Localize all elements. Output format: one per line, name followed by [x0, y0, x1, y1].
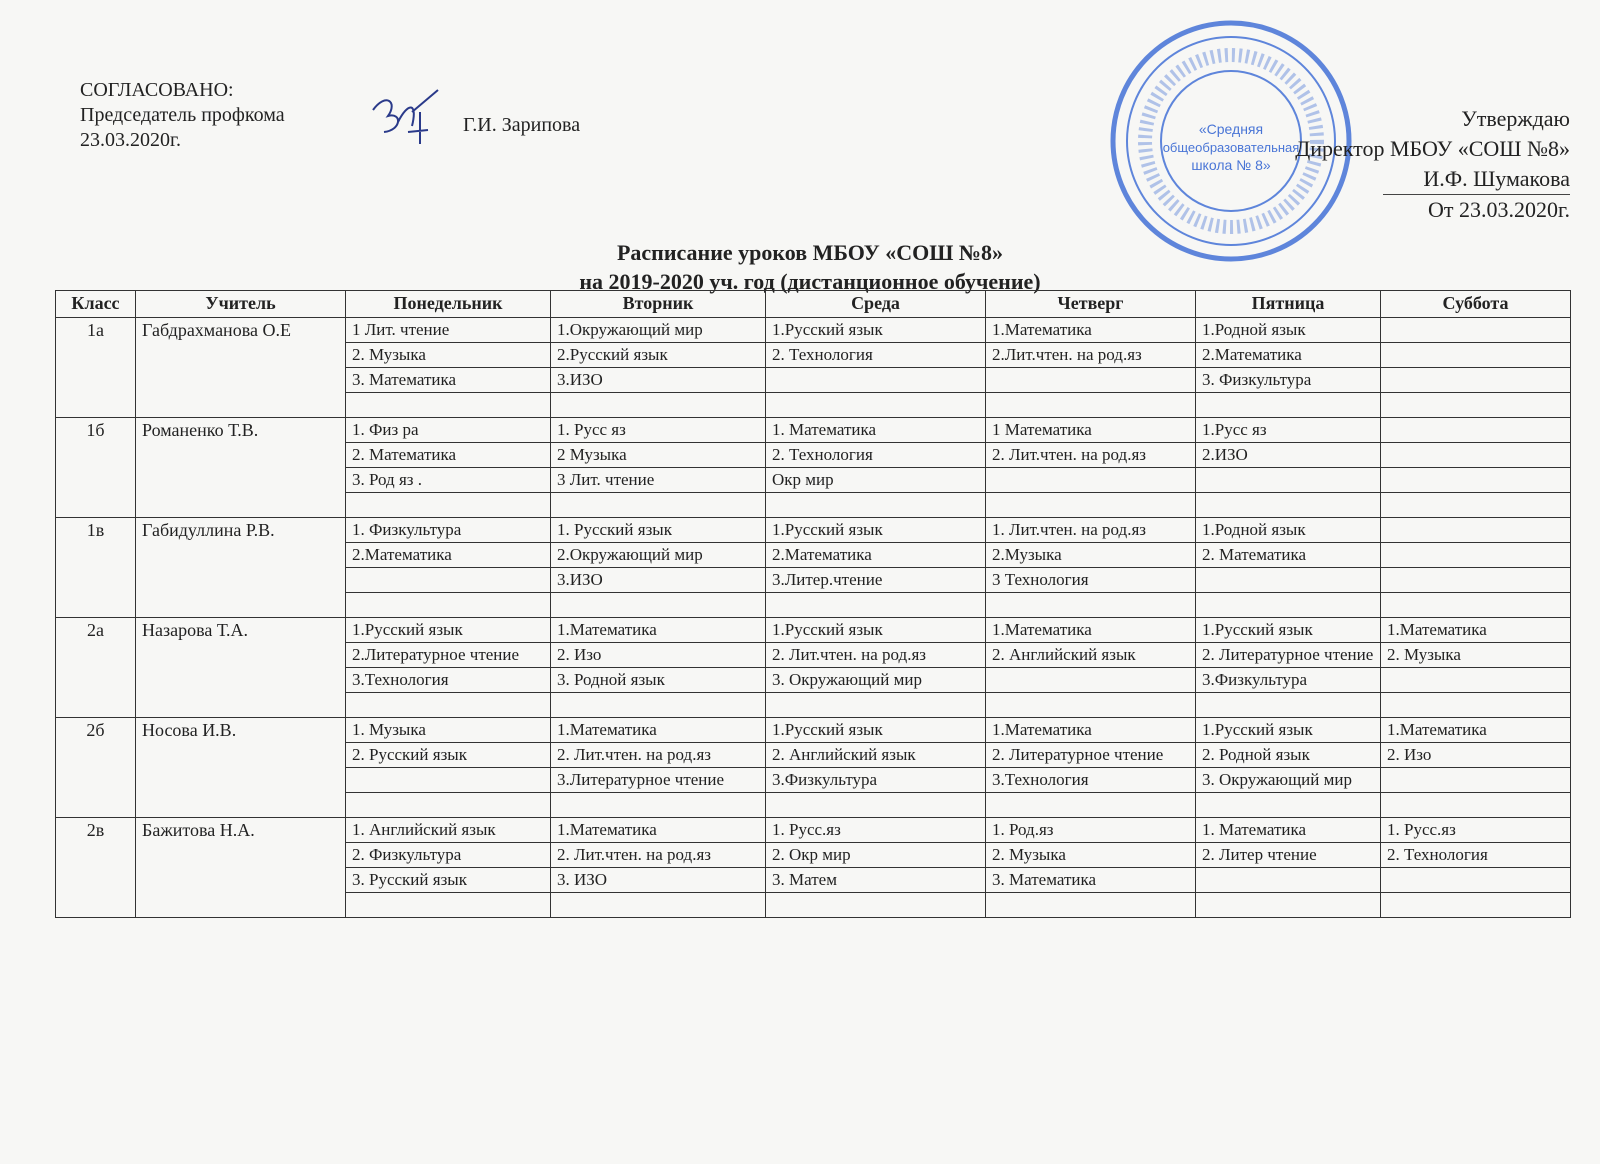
lesson-cell: 2.Окружающий мир [551, 543, 766, 568]
lesson-cell [1196, 593, 1381, 618]
lesson-cell: 3. Физкультура [1196, 368, 1381, 393]
lesson-cell: 1 Математика [986, 418, 1196, 443]
lesson-cell [1196, 493, 1381, 518]
approve-role: Директор МБОУ «СОШ №8» [1295, 136, 1570, 161]
teacher-cell: Габидуллина Р.В. [136, 518, 346, 618]
lesson-cell [766, 493, 986, 518]
svg-text:общеобразовательная: общеобразовательная [1162, 140, 1300, 155]
lesson-cell [1381, 518, 1571, 543]
lesson-cell: 3.Физкультура [766, 768, 986, 793]
class-cell: 1в [56, 518, 136, 618]
class-cell: 1б [56, 418, 136, 518]
lesson-cell: 2.Русский язык [551, 343, 766, 368]
lesson-cell: 2. Изо [551, 643, 766, 668]
table-row [56, 418, 1571, 443]
approve-block [1295, 104, 1570, 225]
lesson-cell: 1.Родной язык [1196, 318, 1381, 343]
lesson-cell [551, 393, 766, 418]
agreed-date: 23.03.2020г. [80, 129, 181, 151]
lesson-cell: 3. Русский язык [346, 868, 551, 893]
lesson-cell: 3. ИЗО [551, 868, 766, 893]
lesson-cell [346, 768, 551, 793]
lesson-cell [1381, 318, 1571, 343]
lesson-cell: 2 Музыка [551, 443, 766, 468]
class-cell: 2а [56, 618, 136, 718]
lesson-cell [1196, 393, 1381, 418]
table-row [56, 618, 1571, 643]
lesson-cell: 2. Музыка [1381, 643, 1571, 668]
svg-text:школа № 8»: школа № 8» [1191, 157, 1271, 173]
teacher-cell: Романенко Т.В. [136, 418, 346, 518]
lesson-cell: 2. Литер чтение [1196, 843, 1381, 868]
lesson-cell: 2. Родной язык [1196, 743, 1381, 768]
teacher-cell: Габдрахманова О.Е [136, 318, 346, 418]
lesson-cell: 1.Русский язык [1196, 718, 1381, 743]
col-header-monday: Понедельник [346, 291, 551, 318]
lesson-cell: 2.Музыка [986, 543, 1196, 568]
lesson-cell: 3.ИЗО [551, 368, 766, 393]
lesson-cell: 1.Математика [551, 618, 766, 643]
lesson-cell [766, 368, 986, 393]
lesson-cell: 3. Матем [766, 868, 986, 893]
lesson-cell [1381, 893, 1571, 918]
lesson-cell [1381, 593, 1571, 618]
lesson-cell: 1.Математика [986, 718, 1196, 743]
lesson-cell [766, 593, 986, 618]
lesson-cell [986, 368, 1196, 393]
lesson-cell: 2. Технология [766, 343, 986, 368]
col-header-class: Класс [56, 291, 136, 318]
lesson-cell [986, 693, 1196, 718]
lesson-cell [1381, 693, 1571, 718]
lesson-cell: 1.Русский язык [1196, 618, 1381, 643]
table-row [56, 818, 1571, 843]
page-title [520, 238, 1100, 296]
lesson-cell: 1. Математика [766, 418, 986, 443]
lesson-cell: 1.Русс яз [1196, 418, 1381, 443]
lesson-cell: 2. Технология [766, 443, 986, 468]
lesson-cell: 2.Математика [766, 543, 986, 568]
col-header-saturday: Суббота [1381, 291, 1571, 318]
lesson-cell: 2. Окр мир [766, 843, 986, 868]
lesson-cell: 3. Математика [986, 868, 1196, 893]
lesson-cell: 3. Родной язык [551, 668, 766, 693]
svg-text:«Средняя: «Средняя [1198, 121, 1264, 137]
lesson-cell [1381, 368, 1571, 393]
lesson-cell: 3. Математика [346, 368, 551, 393]
lesson-cell: 1. Русс.яз [766, 818, 986, 843]
lesson-cell [766, 393, 986, 418]
lesson-cell: 1. Род.яз [986, 818, 1196, 843]
lesson-cell: 1. Физкультура [346, 518, 551, 543]
lesson-cell: 1.Математика [551, 718, 766, 743]
lesson-cell: 3.Физкультура [1196, 668, 1381, 693]
lesson-cell: 2. Математика [1196, 543, 1381, 568]
agreed-name: Г.И. Зарипова [463, 114, 581, 136]
table-row [56, 318, 1571, 343]
lesson-cell [346, 693, 551, 718]
lesson-cell: 3. Род яз . [346, 468, 551, 493]
lesson-cell: 1.Русский язык [766, 618, 986, 643]
lesson-cell: 2. Английский язык [766, 743, 986, 768]
approve-date: От 23.03.2020г. [1427, 197, 1570, 222]
class-cell: 2б [56, 718, 136, 818]
class-cell: 1а [56, 318, 136, 418]
lesson-cell: 1. Русский язык [551, 518, 766, 543]
lesson-cell: 1.Окружающий мир [551, 318, 766, 343]
lesson-cell [1196, 893, 1381, 918]
col-header-thursday: Четверг [986, 291, 1196, 318]
lesson-cell [551, 893, 766, 918]
class-cell: 2в [56, 818, 136, 918]
lesson-cell: 1.Русский язык [766, 318, 986, 343]
lesson-cell: 3.Технология [986, 768, 1196, 793]
lesson-cell: 2.Лит.чтен. на род.яз [986, 343, 1196, 368]
lesson-cell [346, 568, 551, 593]
lesson-cell: 2. Лит.чтен. на род.яз [551, 843, 766, 868]
table-row [56, 518, 1571, 543]
lesson-cell: 3.ИЗО [551, 568, 766, 593]
lesson-cell: 3. Окружающий мир [766, 668, 986, 693]
lesson-cell [1381, 468, 1571, 493]
lesson-cell: 2.Литературное чтение [346, 643, 551, 668]
col-header-wednesday: Среда [766, 291, 986, 318]
lesson-cell [1196, 468, 1381, 493]
lesson-cell [766, 793, 986, 818]
lesson-cell: 2.ИЗО [1196, 443, 1381, 468]
agreed-block [80, 78, 285, 153]
signature-icon [368, 82, 448, 152]
teacher-cell: Носова И.В. [136, 718, 346, 818]
table-header-row [56, 291, 1571, 318]
approve-label: Утверждаю [1461, 106, 1570, 131]
lesson-cell: 1.Математика [986, 318, 1196, 343]
lesson-cell [1381, 768, 1571, 793]
lesson-cell: 2. Лит.чтен. на род.яз [986, 443, 1196, 468]
lesson-cell [986, 793, 1196, 818]
lesson-cell: 2. Изо [1381, 743, 1571, 768]
lesson-cell: 2.Математика [346, 543, 551, 568]
col-header-teacher: Учитель [136, 291, 346, 318]
lesson-cell: 2. Технология [1381, 843, 1571, 868]
lesson-cell: 1.Русский язык [346, 618, 551, 643]
lesson-cell [346, 593, 551, 618]
lesson-cell [551, 693, 766, 718]
lesson-cell [986, 668, 1196, 693]
lesson-cell [1381, 868, 1571, 893]
lesson-cell: 1.Математика [551, 818, 766, 843]
lesson-cell [346, 393, 551, 418]
lesson-cell: 1 Лит. чтение [346, 318, 551, 343]
lesson-cell: 2. Музыка [986, 843, 1196, 868]
schedule-table [55, 290, 1571, 918]
lesson-cell [986, 493, 1196, 518]
lesson-cell: 1.Математика [986, 618, 1196, 643]
col-header-tuesday: Вторник [551, 291, 766, 318]
teacher-cell: Назарова Т.А. [136, 618, 346, 718]
lesson-cell: 1. Математика [1196, 818, 1381, 843]
lesson-cell [986, 468, 1196, 493]
lesson-cell: 1. Физ ра [346, 418, 551, 443]
lesson-cell: 3 Технология [986, 568, 1196, 593]
lesson-cell: 2. Русский язык [346, 743, 551, 768]
lesson-cell [1196, 868, 1381, 893]
teacher-cell: Бажитова Н.А. [136, 818, 346, 918]
lesson-cell [1196, 568, 1381, 593]
lesson-cell: 1. Русс яз [551, 418, 766, 443]
title-line-2: на 2019-2020 уч. год (дистанционное обучение) [579, 269, 1041, 294]
lesson-cell: 3. Окружающий мир [1196, 768, 1381, 793]
lesson-cell [346, 793, 551, 818]
lesson-cell [551, 593, 766, 618]
lesson-cell: 1. Русс.яз [1381, 818, 1571, 843]
lesson-cell: 3.Технология [346, 668, 551, 693]
table-row [56, 718, 1571, 743]
lesson-cell [1381, 418, 1571, 443]
lesson-cell: 2. Литературное чтение [1196, 643, 1381, 668]
lesson-cell: 1.Русский язык [766, 518, 986, 543]
lesson-cell: 1. Английский язык [346, 818, 551, 843]
lesson-cell [1381, 443, 1571, 468]
lesson-cell [986, 893, 1196, 918]
lesson-cell [1381, 543, 1571, 568]
lesson-cell: 1. Лит.чтен. на род.яз [986, 518, 1196, 543]
lesson-cell [551, 793, 766, 818]
lesson-cell [1381, 568, 1571, 593]
lesson-cell: 2. Лит.чтен. на род.яз [551, 743, 766, 768]
lesson-cell: 1.Русский язык [766, 718, 986, 743]
lesson-cell [1381, 793, 1571, 818]
col-header-friday: Пятница [1196, 291, 1381, 318]
lesson-cell [551, 493, 766, 518]
lesson-cell [346, 893, 551, 918]
lesson-cell [346, 493, 551, 518]
lesson-cell: 2. Лит.чтен. на род.яз [766, 643, 986, 668]
agreed-role: Председатель профкома [80, 104, 285, 126]
lesson-cell [1381, 493, 1571, 518]
lesson-cell: 1.Математика [1381, 718, 1571, 743]
lesson-cell: 3 Лит. чтение [551, 468, 766, 493]
lesson-cell: 3.Литературное чтение [551, 768, 766, 793]
agreed-label: СОГЛАСОВАНО: [80, 79, 234, 101]
title-line-1: Расписание уроков МБОУ «СОШ №8» [616, 240, 1004, 265]
lesson-cell [1381, 393, 1571, 418]
lesson-cell [1196, 693, 1381, 718]
lesson-cell [1381, 668, 1571, 693]
lesson-cell: 1.Математика [1381, 618, 1571, 643]
lesson-cell: 1.Родной язык [1196, 518, 1381, 543]
lesson-cell: 2. Английский язык [986, 643, 1196, 668]
lesson-cell [1381, 343, 1571, 368]
lesson-cell [986, 393, 1196, 418]
lesson-cell: Окр мир [766, 468, 986, 493]
lesson-cell [766, 693, 986, 718]
approve-name: И.Ф. Шумакова [1383, 164, 1570, 195]
lesson-cell [1196, 793, 1381, 818]
lesson-cell [766, 893, 986, 918]
lesson-cell: 3.Литер.чтение [766, 568, 986, 593]
lesson-cell: 2. Музыка [346, 343, 551, 368]
lesson-cell: 2. Математика [346, 443, 551, 468]
lesson-cell [986, 593, 1196, 618]
lesson-cell: 2. Литературное чтение [986, 743, 1196, 768]
lesson-cell: 2. Физкультура [346, 843, 551, 868]
lesson-cell: 1. Музыка [346, 718, 551, 743]
lesson-cell: 2.Математика [1196, 343, 1381, 368]
